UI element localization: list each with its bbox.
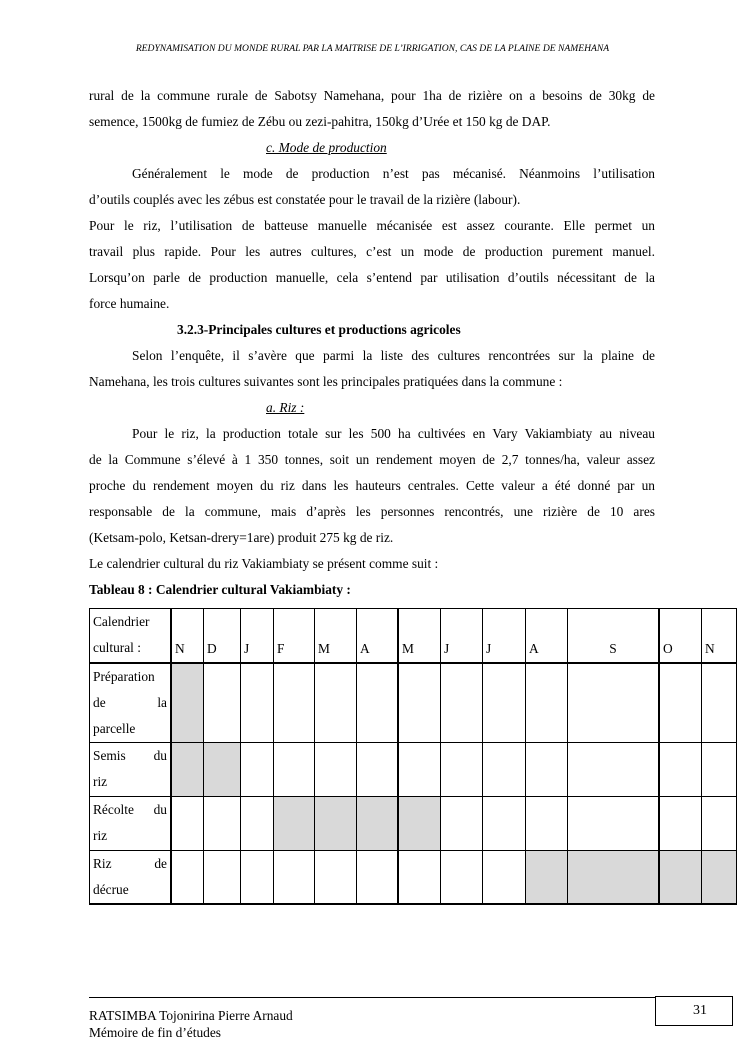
empty-cell	[274, 850, 315, 904]
bold-heading: 3.2.3-Principales cultures et productions agricoles	[177, 322, 461, 337]
empty-cell	[274, 742, 315, 796]
shaded-cell	[526, 850, 568, 904]
empty-cell	[702, 663, 737, 743]
empty-cell	[702, 742, 737, 796]
empty-cell	[171, 850, 204, 904]
month-header: A	[357, 609, 399, 663]
month-header: M	[315, 609, 357, 663]
empty-cell	[315, 742, 357, 796]
month-header: M	[398, 609, 441, 663]
paragraph-line: Généralement le mode de production n’est pas mécanisé. Néanmoins l’utilisation	[132, 166, 655, 181]
empty-cell	[483, 742, 526, 796]
running-header: REDYNAMISATION DU MONDE RURAL PAR LA MAITRISE DE L’IRRIGATION, CAS DE LA PLAINE DE NAMEHANA	[135, 43, 610, 54]
empty-cell	[274, 663, 315, 743]
month-header: N	[702, 609, 737, 663]
shaded-cell	[568, 850, 660, 904]
empty-cell	[315, 663, 357, 743]
paragraph-line: Namehana, les trois cultures suivantes sont les principales pratiquées dans la commune :	[89, 374, 563, 389]
paragraph-line: de la Commune s’élevé à 1 350 tonnes, soit un rendement moyen de 2,7 tonnes/ha, valeur assez	[89, 452, 655, 467]
shaded-cell	[659, 850, 702, 904]
empty-cell	[204, 663, 241, 743]
corner-line: cultural :	[93, 640, 141, 655]
paragraph-line: d’outils couplés avec les zébus est constatée pour le travail de la rizière (labour).	[89, 192, 521, 207]
calendar-table	[89, 608, 737, 905]
empty-cell	[568, 796, 660, 850]
empty-cell	[526, 742, 568, 796]
paragraph-line: rural de la commune rurale de Sabotsy Namehana, pour 1ha de rizière on a besoins de 30kg de	[89, 88, 655, 103]
month-header: J	[483, 609, 526, 663]
paragraph-line: Lorsqu’on parle de production manuelle, cela s’entend par utilisation d’outils nécessitant de la	[89, 270, 655, 285]
paragraph-line: force humaine.	[89, 296, 170, 311]
empty-cell	[398, 663, 441, 743]
month-header: O	[659, 609, 702, 663]
empty-cell	[568, 742, 660, 796]
shaded-cell	[398, 796, 441, 850]
footer-divider	[89, 997, 655, 998]
empty-cell	[241, 850, 274, 904]
empty-cell	[659, 663, 702, 743]
empty-cell	[483, 850, 526, 904]
page-number: 31	[655, 996, 733, 1026]
footer-subtitle: Mémoire de fin d’études	[89, 1025, 222, 1040]
paragraph-line: Selon l’enquête, il s’avère que parmi la liste des cultures rencontrées sur la plaine de	[132, 348, 655, 363]
table-row	[90, 742, 737, 796]
month-header: F	[274, 609, 315, 663]
empty-cell	[357, 663, 399, 743]
table-row	[90, 850, 737, 904]
empty-cell	[357, 742, 399, 796]
bold-heading: Tableau 8 : Calendrier cultural Vakiambiaty :	[89, 582, 351, 597]
row-label-line: Récolte du	[93, 801, 167, 817]
empty-cell	[398, 742, 441, 796]
empty-cell	[241, 796, 274, 850]
footer-author: RATSIMBA Tojonirina Pierre Arnaud	[89, 1008, 293, 1023]
month-header: S	[568, 609, 660, 663]
empty-cell	[441, 742, 483, 796]
empty-cell	[441, 796, 483, 850]
empty-cell	[659, 796, 702, 850]
paragraph-line: Le calendrier cultural du riz Vakiambiaty se présent comme suit :	[89, 556, 439, 571]
empty-cell	[702, 796, 737, 850]
paragraph-line: travail plus rapide. Pour les autres cultures, c’est un mode de production purement manuel.	[89, 244, 655, 259]
empty-cell	[241, 663, 274, 743]
section-heading: c. Mode de production	[266, 140, 387, 155]
empty-cell	[659, 742, 702, 796]
row-label-line: riz	[93, 827, 108, 843]
corner-line: Calendrier	[93, 614, 150, 629]
shaded-cell	[274, 796, 315, 850]
row-label-line: décrue	[93, 881, 129, 897]
paragraph-line: responsable de la commune, mais d’après les personnes rencontrés, une rizière de 10 ares	[89, 504, 655, 519]
row-label-line: de la	[93, 694, 167, 710]
row-label-line: riz	[93, 773, 108, 789]
month-header: N	[171, 609, 204, 663]
row-label-line: Semis du	[93, 747, 167, 763]
row-label	[90, 850, 172, 904]
row-label	[90, 796, 172, 850]
paragraph-line: semence, 1500kg de fumiez de Zébu ou zezi-pahitra, 150kg d’Urée et 150 kg de DAP.	[89, 114, 551, 129]
empty-cell	[441, 663, 483, 743]
paragraph-line: Pour le riz, l’utilisation de batteuse manuelle mécanisée est assez courante. Elle permet un	[89, 218, 655, 233]
shaded-cell	[171, 663, 204, 743]
paragraph-line: Pour le riz, la production totale sur les 500 ha cultivées en Vary Vakiambiaty au niveau	[132, 426, 655, 441]
empty-cell	[568, 663, 660, 743]
shaded-cell	[702, 850, 737, 904]
row-label-line: parcelle	[93, 720, 136, 736]
shaded-cell	[357, 796, 399, 850]
month-header: J	[241, 609, 274, 663]
month-header: D	[204, 609, 241, 663]
row-label-line: Préparation	[93, 668, 155, 684]
empty-cell	[526, 796, 568, 850]
paragraph-line: proche du rendement moyen du riz dans les hauteurs centrales. Cette valeur a été donné par un	[89, 478, 655, 493]
empty-cell	[204, 850, 241, 904]
empty-cell	[526, 663, 568, 743]
row-label-line: Riz de	[93, 855, 167, 871]
empty-cell	[357, 850, 399, 904]
month-header: A	[526, 609, 568, 663]
section-heading: a. Riz :	[266, 400, 305, 415]
empty-cell	[241, 742, 274, 796]
empty-cell	[204, 796, 241, 850]
shaded-cell	[204, 742, 241, 796]
table-row	[90, 796, 737, 850]
empty-cell	[171, 796, 204, 850]
empty-cell	[483, 796, 526, 850]
empty-cell	[398, 850, 441, 904]
table-corner-header	[90, 609, 172, 663]
paragraph-line: (Ketsam-polo, Ketsan-drery=1are) produit 275 kg de riz.	[89, 530, 394, 545]
empty-cell	[315, 850, 357, 904]
row-label	[90, 742, 172, 796]
month-header: J	[441, 609, 483, 663]
empty-cell	[441, 850, 483, 904]
shaded-cell	[315, 796, 357, 850]
table-row	[90, 663, 737, 743]
shaded-cell	[171, 742, 204, 796]
empty-cell	[483, 663, 526, 743]
row-label	[90, 663, 172, 743]
